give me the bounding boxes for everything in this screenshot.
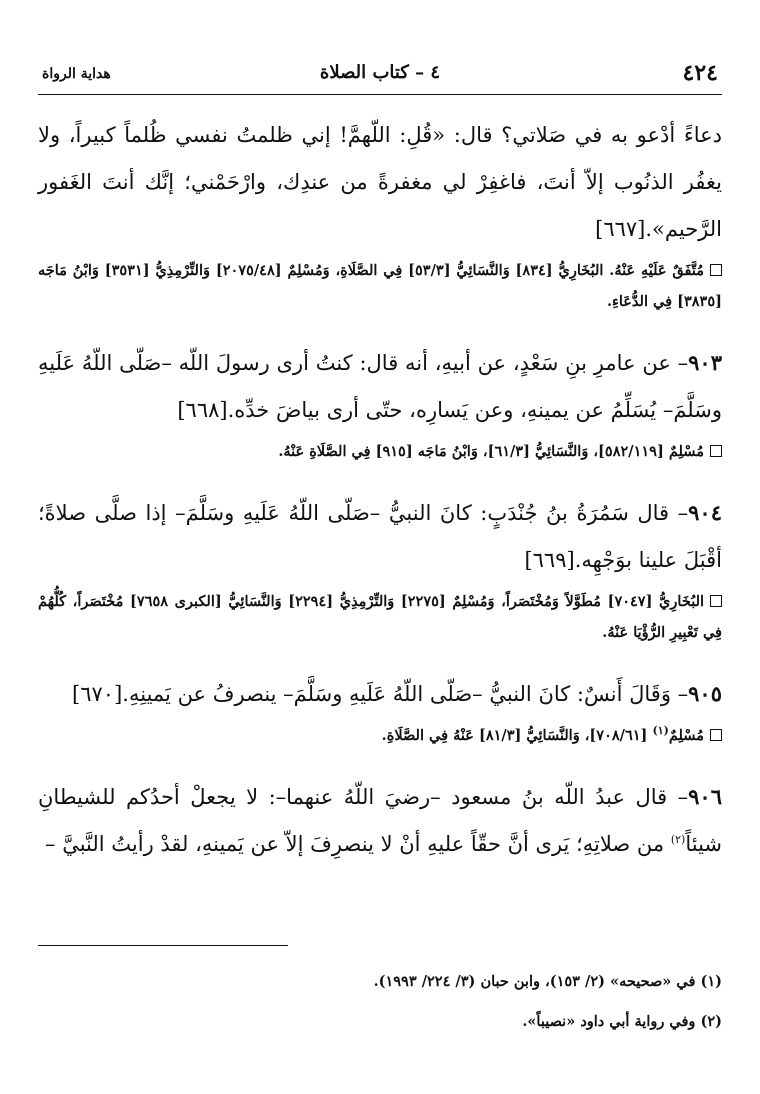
takhrij: مُسْلِمٌ [٥٨٢/١١٩]، وَالنَّسَائِيُّ [٦١/٣]، وَابْنُ مَاجَه [٩١٥] فِي الصَّلَاةِ عَنْهُ. [38, 436, 722, 467]
hadith-905 [38, 670, 722, 751]
running-header [38, 58, 722, 92]
hadith-number: ٩٠٤ [688, 500, 722, 525]
hadith-text: ٩٠٥– وَقَالَ أَنسٌ: كانَ النبيُّ –صَلّى اللّهُ عَلَيهِ وسَلَّمَ– ينصرفُ عن يَمينِهِ.[٦٧٠] [72, 681, 722, 706]
hadith-906 [38, 773, 722, 868]
hadith-text: ٩٠٣– عن عامرِ بنِ سَعْدٍ، عن أبيهِ، أنه قال: كنتُ أرى رسولَ اللّه –صَلّى اللّهُ عَلَيهِ وسَلَّمَ– يُسَلِّمُ عن يمينهِ، وعن يَسارِه، حتّى أرى بياضَ خدِّه.[٦٦٨] [38, 350, 722, 422]
hadith-number: ٩٠٣ [688, 350, 722, 375]
hadith-text: دعاءً أدْعو به في صَلاتي؟ قال: «قُلِ: اللّهمَّ! إني ظلمتُ نفسي ظُلماً كبيراً، ولا يغفُر الذنُوب إلاّ أنتَ، فاغفِرْ لي مغفرةً من عندِك، وارْحَمْني؛ إنَّك أنتَ الغَفور الرَّحيم».[٦٦٧] [38, 123, 722, 241]
hadith-reference: [٦٧٠] [72, 682, 123, 706]
book-title: هداية الرواة [42, 66, 111, 82]
page-body [38, 112, 722, 868]
continued-hadith [38, 112, 722, 317]
hadith-number: ٩٠٥ [688, 681, 722, 706]
square-bullet-icon [710, 595, 722, 607]
header-divider [38, 94, 722, 95]
takhrij: البُخَارِيُّ [٧٠٤٧] مُطَوَّلاً وَمُخْتَصَراً، وَمُسْلِمٌ [٢٢٧٥] وَالتِّرْمِذِيُّ [٢٢٩٤] وَالنَّسَائِيُّ [الكبرى ٧٦٥٨] مُخْتَصَراً، كُلُّهُمْ فِي تَعْبِيرِ الرُّؤْيَا عَنْهُ. [38, 593, 722, 641]
hadith-reference: [٦٦٨] [177, 398, 228, 422]
takhrij: مُتَّفَقٌ عَلَيْهِ عَنْهُ. البُخَارِيُّ [٨٣٤] وَالنَّسَائِيُّ [٥٣/٣] فِي الصَّلَاةِ، وَمُسْلِمٌ [٢٠٧٥/٤٨] وَالتِّرْمِذِيُّ [٣٥٣١] وَابْنُ مَاجَه [٣٨٣٥] فِي الدُّعَاءِ. [38, 262, 722, 310]
hadith-text: ٩٠٦– قال عبدُ اللّه بنُ مسعود –رضيَ اللّهُ عنهما–: لا يجعلْ أحدُكم للشيطانِ شيئاً$^{(٢)}$ من صلاتِهِ؛ يَرى أنَّ حقّاً عليهِ أنْ لا ينصرِفَ إلاّ عن يَمينهِ، لقدْ رأيتُ النَّبيَّ – [38, 784, 722, 856]
square-bullet-icon [710, 264, 722, 276]
footnote-marker[interactable]: (٢) [670, 833, 686, 846]
hadith-reference: [٦٦٩] [524, 548, 575, 572]
square-bullet-icon [710, 729, 722, 741]
hadith-904 [38, 489, 722, 648]
footnote-divider [38, 945, 288, 946]
book-page [38, 0, 722, 1094]
square-bullet-icon [710, 445, 722, 457]
footnotes [38, 962, 722, 1042]
page-number: ٤٢٤ [682, 60, 718, 86]
hadith-reference: [٦٦٧] [595, 217, 646, 241]
hadith-text: ٩٠٤– قال سَمُرَةُ بنُ جُنْدَبٍ: كانَ النبيُّ –صَلّى اللّهُ عَلَيهِ وسَلَّمَ– إذا صلَّى صلاةً؛ أقْبَلَ علينا بوَجْهِه.[٦٦٩] [38, 500, 722, 572]
footnote-2: (٢) وفي رواية أبي داود «نصيباً». [522, 1013, 722, 1030]
footnote-1: (١) في «صحيحه» (٢/ ١٥٣)، وابن حبان (٣/ ٢٢٤/ ١٩٩٣). [373, 973, 722, 990]
hadith-903 [38, 339, 722, 467]
takhrij: مُسْلِمٌ$^{(١)}$ [٧٠٨/٦١]، وَالنَّسَائِيُّ [٨١/٣] عَنْهُ فِي الصَّلَاةِ. [38, 720, 722, 751]
footnote-marker[interactable]: (١) [652, 724, 669, 738]
chapter-title: ٤ – كتاب الصلاة [319, 62, 441, 83]
hadith-number: ٩٠٦ [688, 784, 722, 809]
